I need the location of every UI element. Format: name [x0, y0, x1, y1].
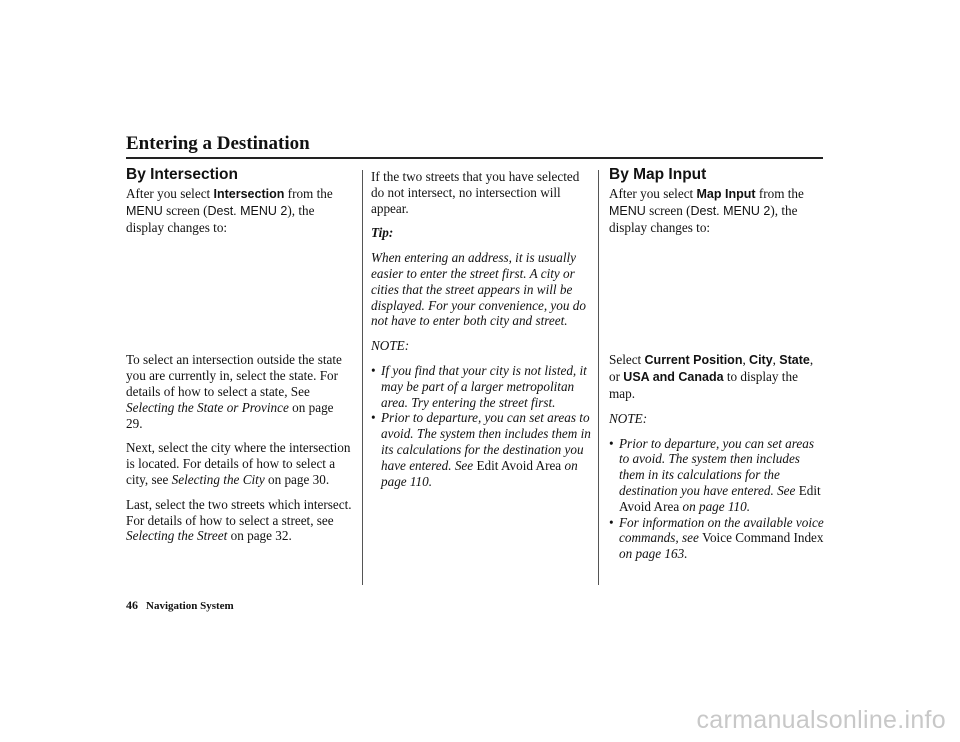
note-label: NOTE:	[371, 338, 410, 354]
section-heading-intersection: By Intersection	[126, 166, 238, 183]
select-paragraph: Select Current Position, City, State, or USA and Canada to display the map.	[609, 352, 814, 401]
ui-label-current-position: Current Position	[644, 353, 743, 368]
page-number: 46	[126, 598, 138, 612]
ref-voice-command-index: Voice Command Index	[702, 530, 824, 546]
ref-street: Selecting the Street	[126, 528, 228, 544]
intro-paragraph: After you select Map Input from the MENU screen (Dest. MENU 2), the display changes to:	[609, 186, 804, 235]
no-intersection-paragraph: If the two streets that you have selected do not intersect, no intersection will appear.	[371, 169, 580, 216]
column-divider-2	[598, 170, 599, 585]
state-paragraph: To select an intersection outside the state you are currently in, select the state. For details of how to select a state, See Selecting the State or Province on page 29.	[126, 352, 342, 431]
ui-label-usa-canada: USA and Canada	[623, 370, 724, 385]
street-paragraph: Last, select the two streets which intersect. For details of how to select a street, see Selecting the Street on page 32.	[126, 496, 352, 544]
tip-text: When entering an address, it is usually easier to enter the street first. A city or cities that the street appears in will be displayed. For your convenience, you do not have to enter both city and street.	[371, 250, 586, 329]
note-list	[371, 363, 591, 489]
ui-label-intersection: Intersection	[213, 187, 285, 201]
note-label: NOTE:	[609, 410, 648, 426]
ref-edit-avoid-area: Edit Avoid Area	[619, 482, 821, 514]
header-rule	[126, 157, 823, 159]
ui-label-dest-menu: Dest. MENU 2	[207, 203, 288, 218]
ref-edit-avoid-area: Edit Avoid Area	[476, 457, 562, 473]
page-title: Entering a Destination	[126, 133, 310, 154]
list-item: • If you find that your city is not listed, it may be part of a larger metropolitan area. Try entering the street first.	[371, 362, 587, 410]
footer-label: Navigation System	[146, 600, 234, 612]
ui-label-menu: MENU	[609, 203, 646, 218]
city-paragraph: Next, select the city where the intersection is located. For details of how to select a city, see Selecting the City on page 30.	[126, 440, 351, 487]
ui-label-map-input: Map Input	[696, 187, 756, 201]
screen-image-placeholder	[609, 244, 824, 352]
ui-label-state: State	[779, 353, 810, 368]
column-notes	[371, 169, 591, 498]
ref-state: Selecting the State or Province	[126, 399, 289, 415]
list-item: • Prior to departure, you can set areas to avoid. The system then includes them in its calculations for the destination you have entered. See Edit Avoid Area on page 110.	[371, 410, 591, 489]
ui-label-menu: MENU	[126, 203, 163, 218]
note-list	[609, 436, 824, 562]
screen-image-placeholder	[126, 244, 352, 352]
column-intersection	[126, 166, 352, 553]
intro-paragraph: After you select Intersection from the MENU screen (Dest. MENU 2), the display changes to:	[126, 186, 333, 235]
watermark: carmanualsonline.info	[696, 706, 946, 734]
list-item: • Prior to departure, you can set areas to avoid. The system then includes them in its calculations for the destination you have entered. See Edit Avoid Area on page 110.	[609, 435, 821, 514]
page-footer	[126, 598, 234, 613]
ref-city: Selecting the City	[171, 471, 265, 487]
ui-label-dest-menu: Dest. MENU 2	[690, 203, 771, 218]
section-heading-map-input: By Map Input	[609, 166, 707, 183]
ui-label-city: City	[749, 353, 773, 368]
column-map-input	[609, 166, 824, 571]
column-divider-1	[362, 170, 363, 585]
tip-label: Tip:	[371, 225, 394, 241]
list-item: • For information on the available voice commands, see Voice Command Index on page 163.	[609, 514, 824, 562]
